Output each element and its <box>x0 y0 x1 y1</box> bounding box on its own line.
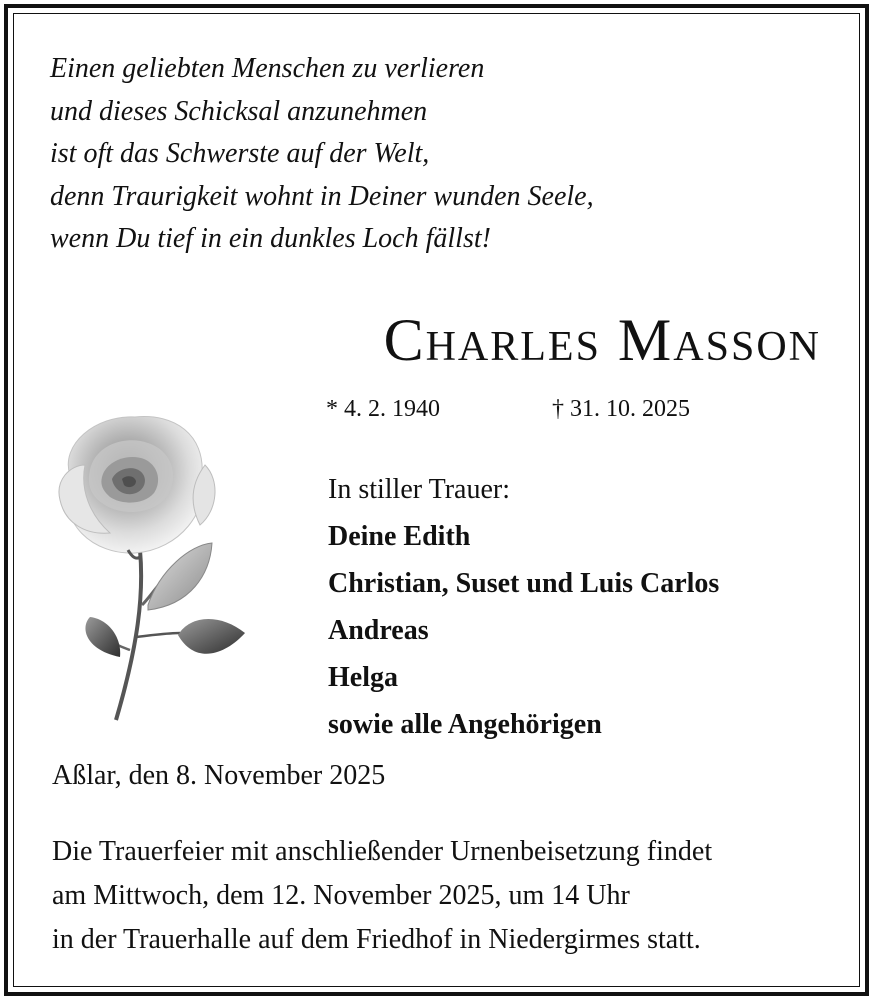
mourner-name: Deine Edith <box>328 521 471 552</box>
mourner-name: Christian, Suset und Luis Carlos <box>328 568 720 599</box>
poem-line: Einen geliebten Menschen zu verlieren <box>50 53 485 84</box>
funeral-line: Die Trauerfeier mit anschließender Urnenbeisetzung findet <box>52 836 713 867</box>
funeral-info <box>52 830 712 962</box>
poem-line: denn Traurigkeit wohnt in Deiner wunden Seele, <box>50 180 594 212</box>
birth-date: * 4. 2. 1940 <box>326 396 440 422</box>
funeral-line: am Mittwoch, dem 12. November 2025, um 14 Uhr <box>52 880 630 911</box>
funeral-line: in der Trauerhalle auf dem Friedhof in Niedergirmes statt. <box>52 924 701 955</box>
mourners <box>328 466 719 748</box>
mourner-name: sowie alle Angehörigen <box>328 709 602 740</box>
death-date: † 31. 10. 2025 <box>552 396 690 422</box>
mourners-intro: In stiller Trauer: <box>328 474 510 505</box>
poem-line: ist oft das Schwerste auf der Welt, <box>50 138 430 169</box>
rose-icon <box>40 405 255 725</box>
poem-line: wenn Du tief in ein dunkles Loch fällst! <box>50 223 491 254</box>
mourner-name: Andreas <box>328 615 429 646</box>
place-date: Aßlar, den 8. November 2025 <box>52 760 386 791</box>
deceased-name: Charles Masson <box>383 307 821 373</box>
mourner-name: Helga <box>328 662 398 693</box>
poem-line: und dieses Schicksal anzunehmen <box>50 95 428 127</box>
life-dates <box>326 396 726 430</box>
poem <box>50 48 594 261</box>
